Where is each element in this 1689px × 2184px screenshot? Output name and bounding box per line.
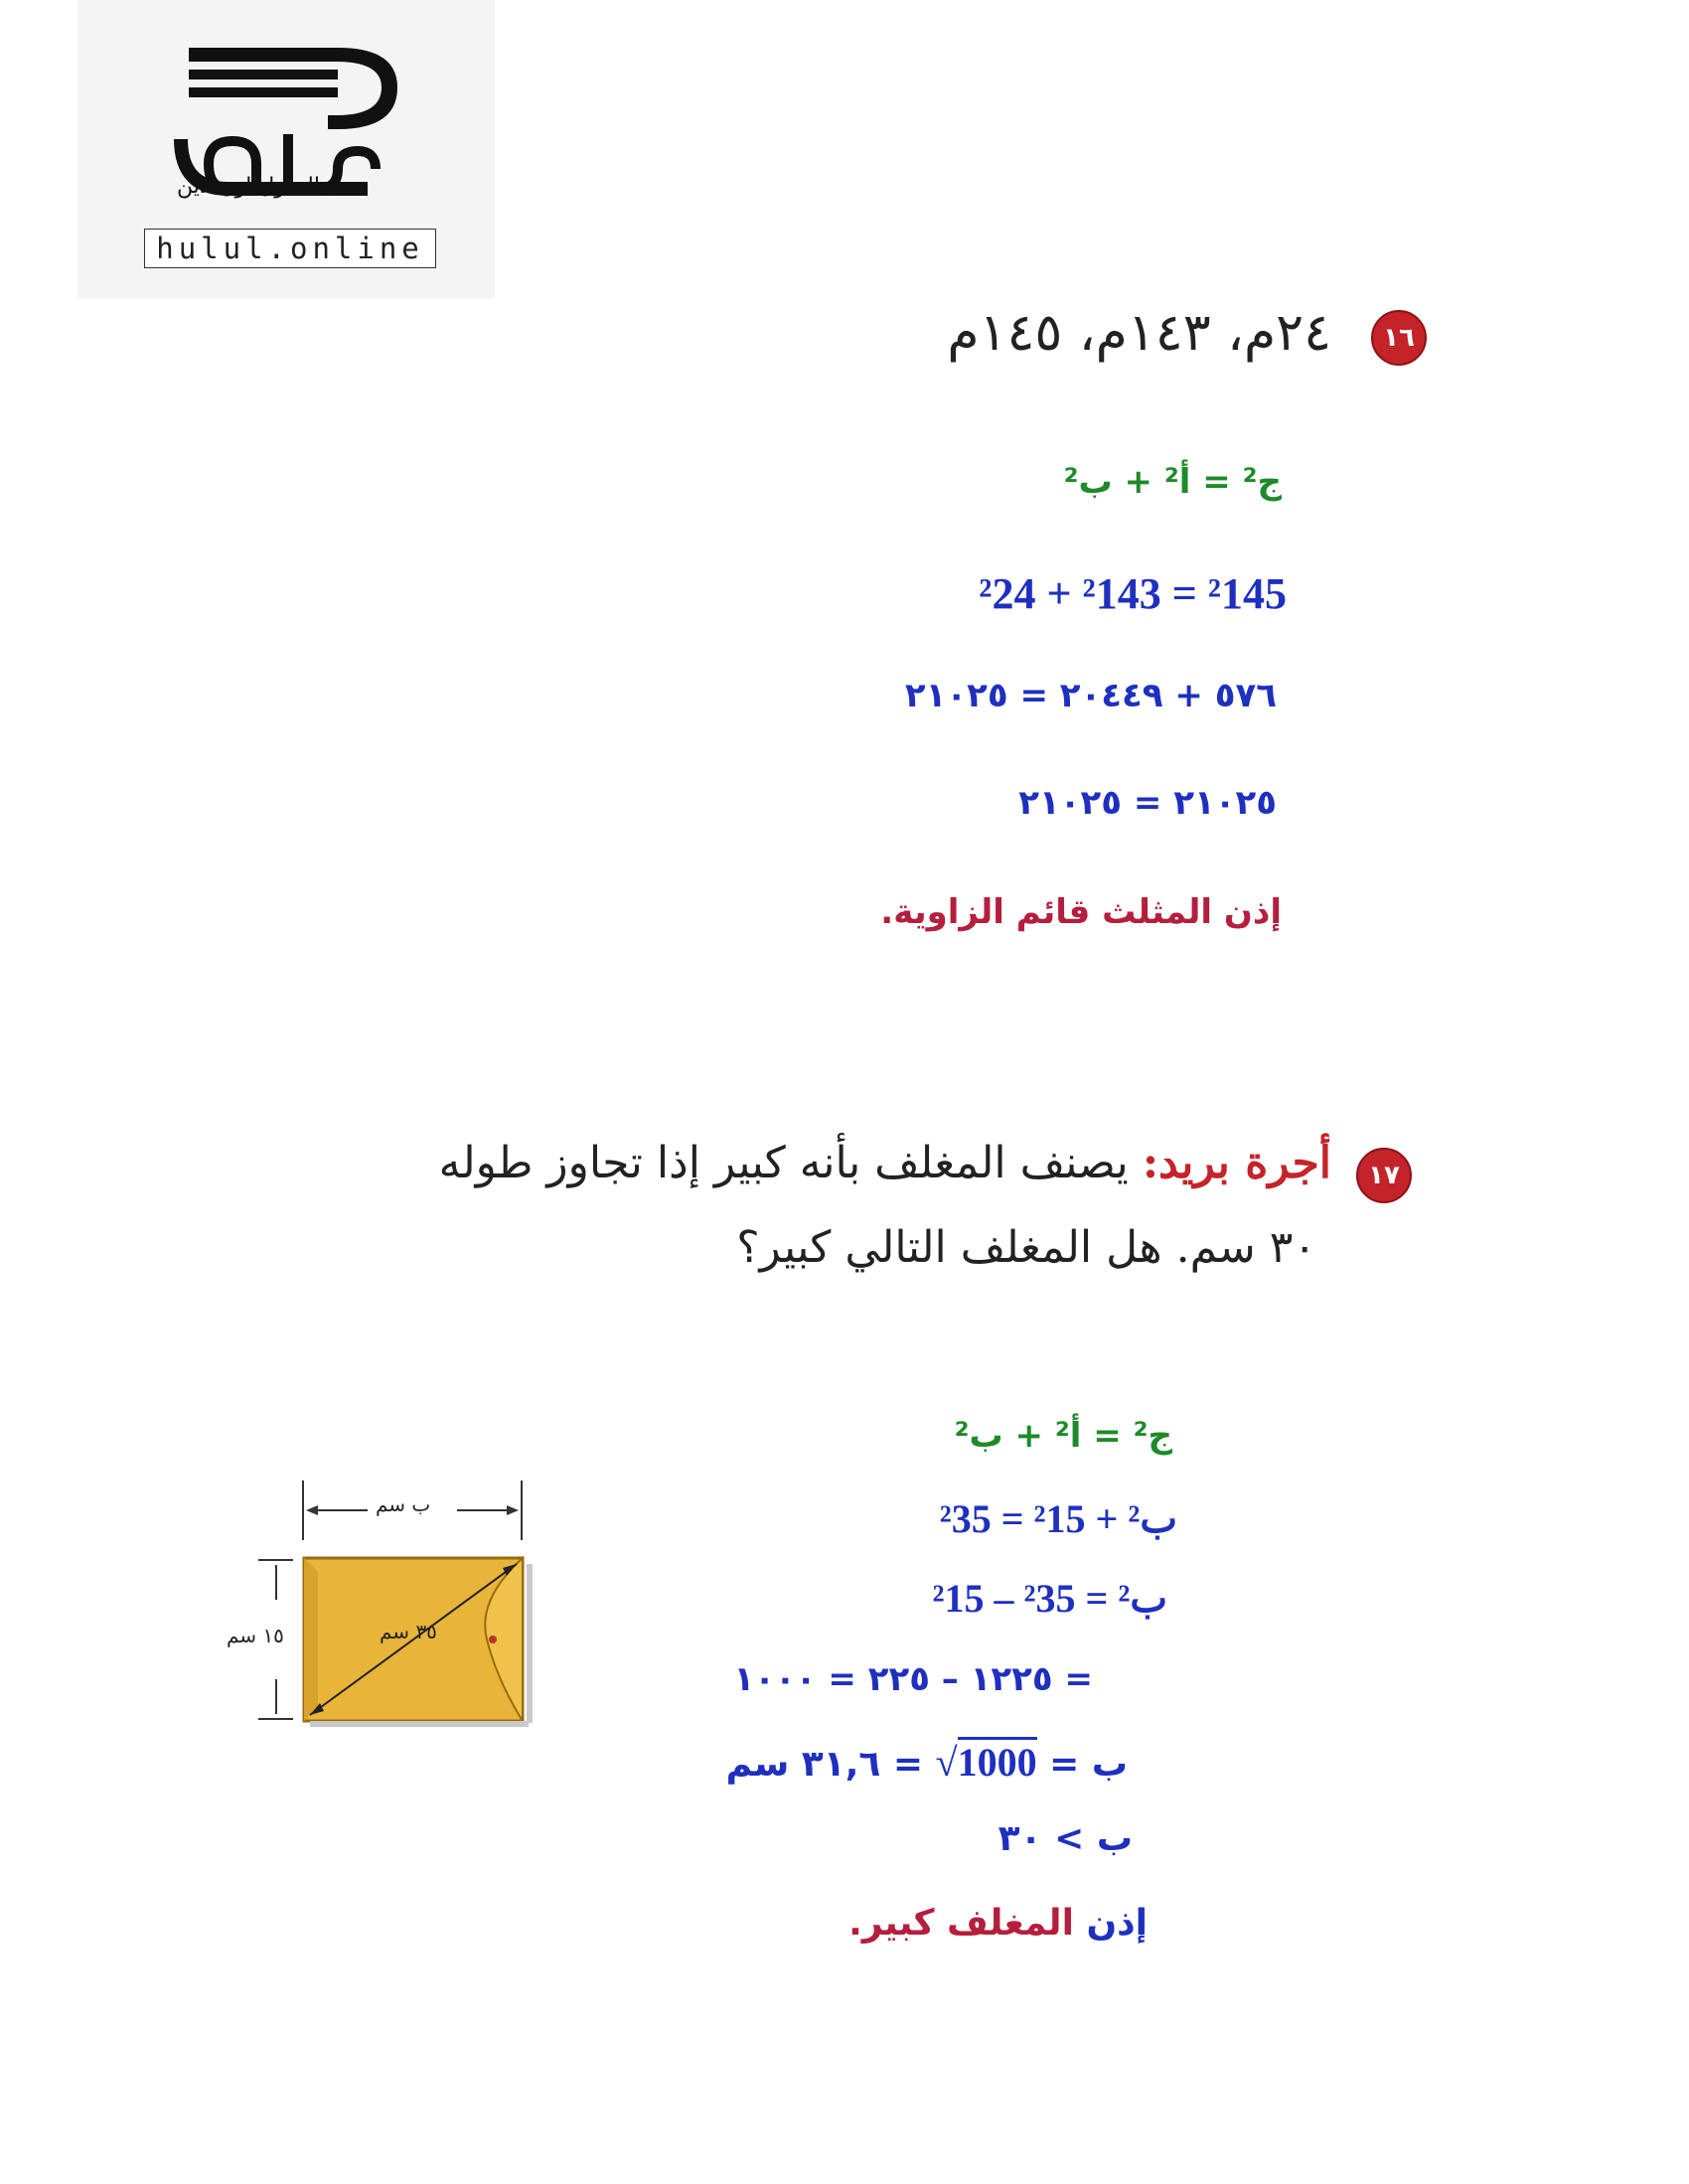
q17-step4: ب = √1000 = ٣١,٦ سم xyxy=(726,1739,1128,1786)
envelope-diagonal-label: ٣٥ سم xyxy=(380,1620,437,1643)
q17-sqrt-radicand: 1000 xyxy=(958,1737,1037,1785)
brand-url: hulul.online xyxy=(144,229,436,268)
question-17-line1 xyxy=(439,1138,1331,1188)
question-16-badge: ١٦ xyxy=(1371,310,1427,366)
question-16-statement: ٢٤م، ١٤٣م، ١٤٥م xyxy=(947,303,1331,363)
envelope-height-label: ١٥ سم xyxy=(227,1624,284,1647)
q16-step3: ٢١٠٢٥ = ٢١٠٢٥ xyxy=(1018,783,1277,823)
q16-step2: ٥٧٦ + ٢٠٤٤٩ = ٢١٠٢٥ xyxy=(904,676,1277,715)
q17-conclusion: إذن المغلف كبير. xyxy=(848,1903,1148,1944)
question-17-badge: ١٧ xyxy=(1356,1148,1412,1203)
question-17-line2: ٣٠ سم. هل المغلف التالي كبير؟ xyxy=(736,1222,1316,1273)
envelope-width-label: ب سم xyxy=(376,1492,431,1516)
q17-statement-1: يصنف المغلف بأنه كبير إذا تجاوز طوله xyxy=(438,1138,1129,1188)
q17-step2: ب² = ²35 – ²15 xyxy=(932,1576,1167,1621)
q17-formula: ج² = أ² + ب² xyxy=(954,1416,1172,1456)
q17-title: أجرة بريد: xyxy=(1142,1138,1331,1188)
q17-step3: = ١٢٢٥ – ٢٢٥ = ١٠٠٠ xyxy=(733,1659,1093,1699)
q17-step5: ب > ٣٠ xyxy=(998,1818,1133,1859)
q16-step1: ²24 + ²143 = ²145 xyxy=(979,569,1287,618)
q16-conclusion: إذن المثلث قائم الزاوية. xyxy=(880,892,1282,932)
q17-step1: ²35 = ²15 + ب² xyxy=(939,1496,1177,1541)
q16-formula: ج² = أ² + ب² xyxy=(1063,462,1282,502)
brand-tagline: الحلول اون لاين xyxy=(177,174,320,199)
